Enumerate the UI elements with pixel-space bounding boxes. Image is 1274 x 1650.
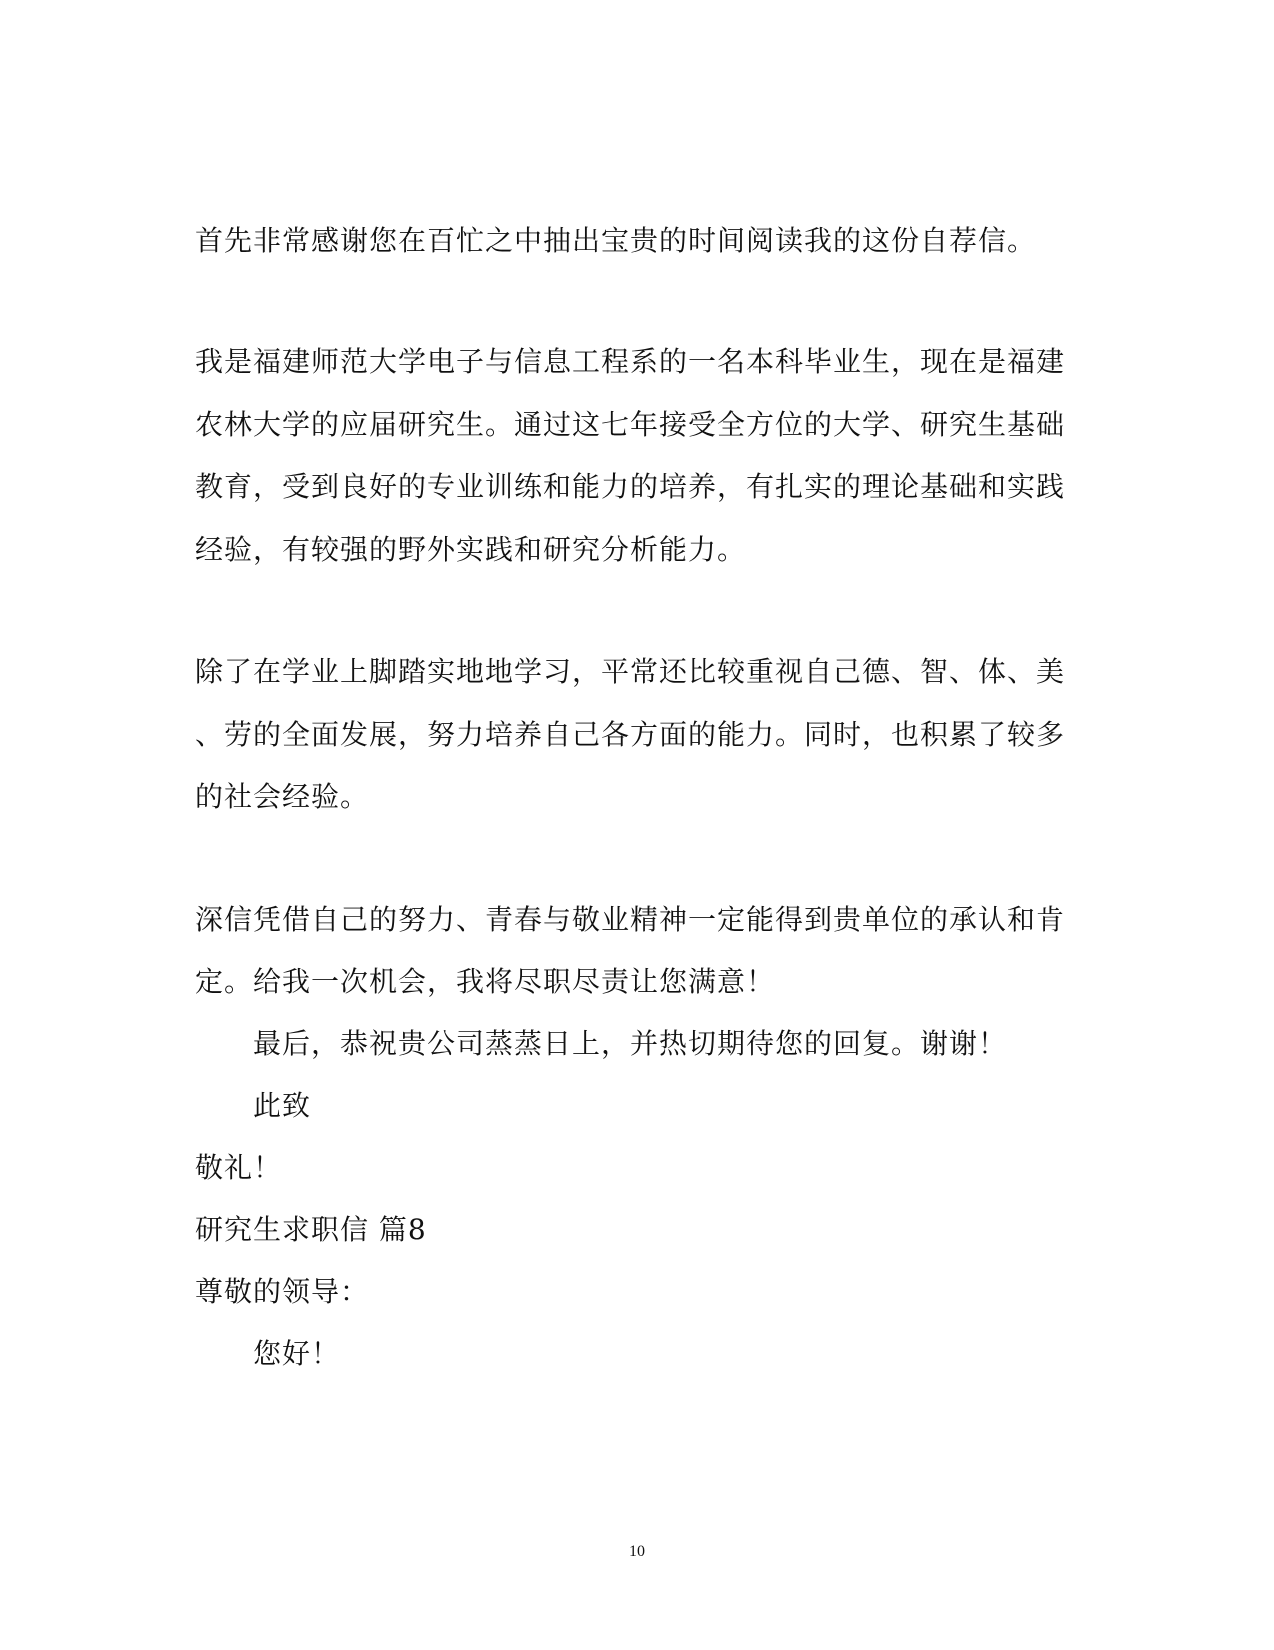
closing-line: 最后，恭祝贵公司蒸蒸日上，并热切期待您的回复。谢谢！ — [253, 1027, 1008, 1060]
paragraph-line: 、劳的全面发展，努力培养自己各方面的能力。同时，也积累了较多 — [195, 718, 1066, 751]
salutation-line: 敬礼！ — [195, 1151, 283, 1184]
paragraph-line: 我是福建师范大学电子与信息工程系的一名本科毕业生，现在是福建 — [195, 345, 1066, 378]
paragraph-line: 的社会经验。 — [195, 780, 370, 813]
salutation-line: 此致 — [253, 1089, 312, 1122]
paragraph-line: 教育，受到良好的专业训练和能力的培养，有扎实的理论基础和实践 — [195, 470, 1066, 503]
paragraph-line: 首先非常感谢您在百忙之中抽出宝贵的时间阅读我的这份自荐信。 — [195, 224, 1037, 257]
paragraph-line: 农林大学的应届研究生。通过这七年接受全方位的大学、研究生基础 — [195, 408, 1066, 441]
page-number: 10 — [629, 1543, 645, 1560]
paragraph-line: 定。给我一次机会，我将尽职尽责让您满意！ — [195, 965, 776, 998]
paragraph-line: 除了在学业上脚踏实地地学习，平常还比较重视自己德、智、体、美 — [195, 655, 1066, 688]
paragraph-line: 深信凭借自己的努力、青春与敬业精神一定能得到贵单位的承认和肯 — [195, 903, 1066, 936]
section-title: 研究生求职信 篇8 — [195, 1213, 427, 1246]
greeting-line: 尊敬的领导： — [195, 1275, 370, 1308]
greeting-line: 您好！ — [253, 1337, 341, 1370]
paragraph-line: 经验，有较强的野外实践和研究分析能力。 — [195, 533, 747, 566]
